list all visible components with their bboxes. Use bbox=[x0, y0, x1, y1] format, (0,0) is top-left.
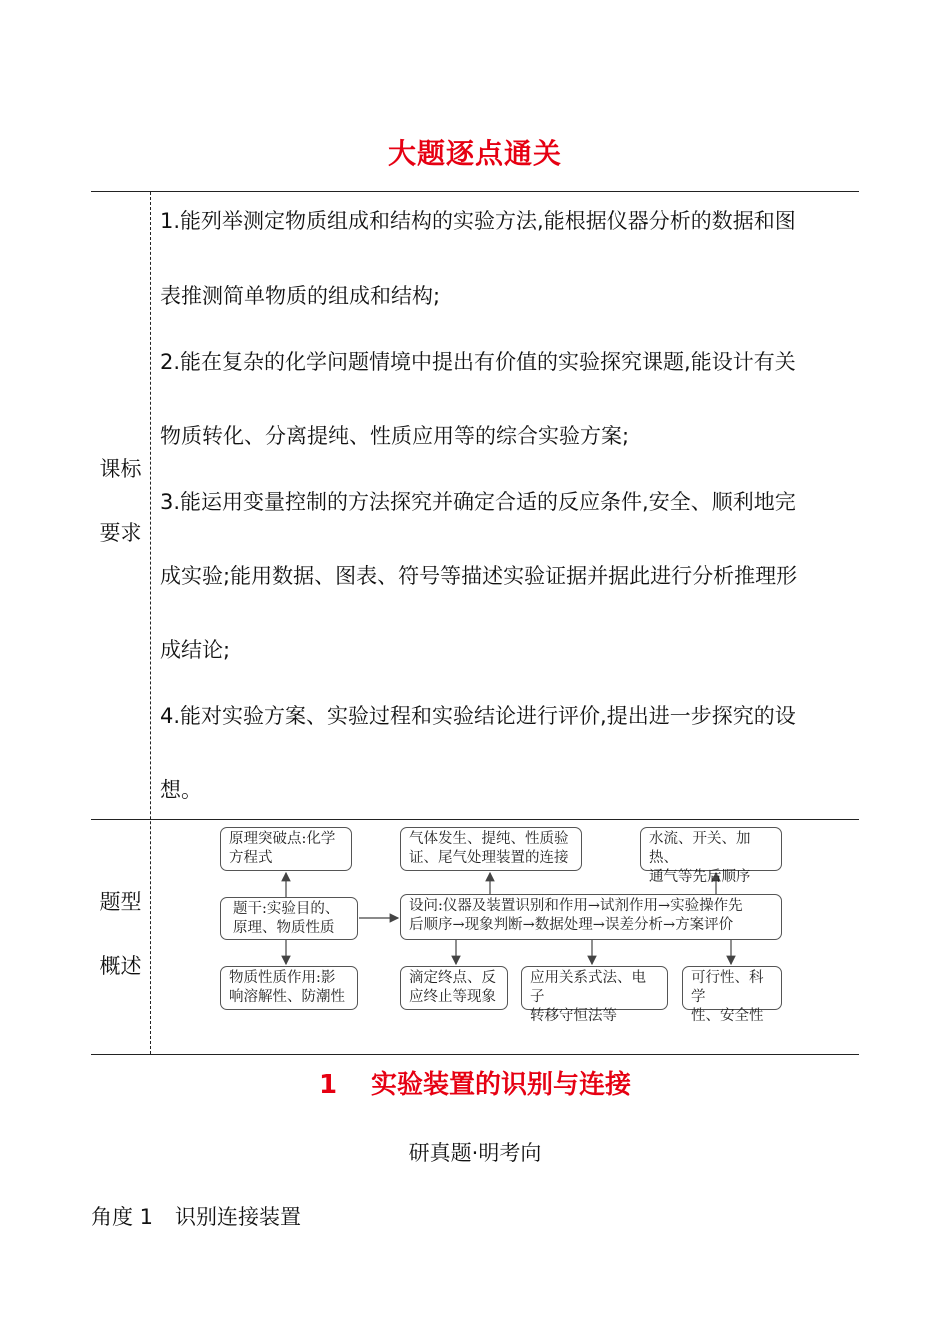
box-line: 转移守恒法等 bbox=[530, 1008, 617, 1024]
requirement-line: 4.能对实验方案、实验过程和实验结论进行评价,提出进一步探究的设 bbox=[160, 704, 796, 728]
box-line: 证、尾气处理装置的连接 bbox=[409, 850, 569, 866]
row-label-line: 课标 bbox=[99, 457, 142, 481]
box-line: 应用关系式法、电子 bbox=[530, 970, 646, 1005]
box-line: 原理、物质性质 bbox=[233, 920, 335, 936]
box-principle bbox=[220, 827, 352, 871]
angle-label: 角度 1 bbox=[91, 1205, 154, 1229]
box-line: 后顺序→现象判断→数据处理→误差分析→方案评价 bbox=[409, 917, 734, 933]
section-title: 实验装置的识别与连接 bbox=[371, 1070, 632, 1100]
page-title: 大题逐点通关 bbox=[387, 137, 562, 170]
requirement-line: 想。 bbox=[160, 778, 202, 802]
requirement-line: 物质转化、分离提纯、性质应用等的综合实验方案; bbox=[160, 424, 630, 448]
angle-heading bbox=[91, 1201, 301, 1231]
row-label-line: 概述 bbox=[99, 954, 142, 978]
box-stem bbox=[220, 897, 358, 940]
requirement-line: 表推测简单物质的组成和结构; bbox=[160, 284, 441, 308]
section-heading bbox=[0, 1064, 950, 1101]
box-property-effect bbox=[220, 966, 358, 1010]
box-line: 气体发生、提纯、性质验 bbox=[409, 831, 569, 847]
box-line: 方程式 bbox=[229, 850, 273, 866]
box-line: 响溶解性、防潮性 bbox=[229, 989, 345, 1005]
box-line: 原理突破点:化学 bbox=[229, 831, 336, 847]
box-apparatus-connection bbox=[400, 827, 582, 871]
section-number: 1 bbox=[318, 1070, 338, 1100]
box-operation-order bbox=[640, 827, 782, 885]
requirement-line: 成结论; bbox=[160, 638, 231, 662]
box-line: 物质性质作用:影 bbox=[229, 970, 336, 986]
angle-title: 识别连接装置 bbox=[175, 1205, 302, 1229]
box-line: 通气等先后顺序 bbox=[649, 869, 751, 885]
box-line: 设问:仪器及装置识别和作用→试剂作用→实验操作先 bbox=[409, 898, 743, 914]
row-label-line: 题型 bbox=[99, 890, 142, 914]
box-line: 可行性、科学 bbox=[691, 970, 764, 1005]
box-question-chain bbox=[400, 894, 782, 940]
requirement-line: 2.能在复杂的化学问题情境中提出有价值的实验探究课题,能设计有关 bbox=[160, 350, 796, 374]
box-calculation-method bbox=[521, 966, 668, 1024]
box-line: 滴定终点、反 bbox=[409, 970, 496, 986]
subheading: 研真题·明考向 bbox=[408, 1141, 542, 1165]
box-titration-endpoint bbox=[400, 966, 508, 1010]
box-line: 应终止等现象 bbox=[409, 989, 496, 1005]
requirement-line: 3.能运用变量控制的方法探究并确定合适的反应条件,安全、顺利地完 bbox=[160, 490, 796, 514]
requirement-line: 成实验;能用数据、图表、符号等描述实验证据并据此进行分析推理形 bbox=[160, 564, 798, 588]
row-label-line: 要求 bbox=[99, 521, 142, 545]
box-line: 题干:实验目的、 bbox=[233, 901, 340, 917]
requirement-line: 1.能列举测定物质组成和结构的实验方法,能根据仪器分析的数据和图 bbox=[160, 209, 796, 233]
box-evaluation-criteria bbox=[682, 966, 782, 1024]
box-line: 性、安全性 bbox=[691, 1008, 764, 1024]
box-line: 水流、开关、加热、 bbox=[649, 831, 751, 866]
